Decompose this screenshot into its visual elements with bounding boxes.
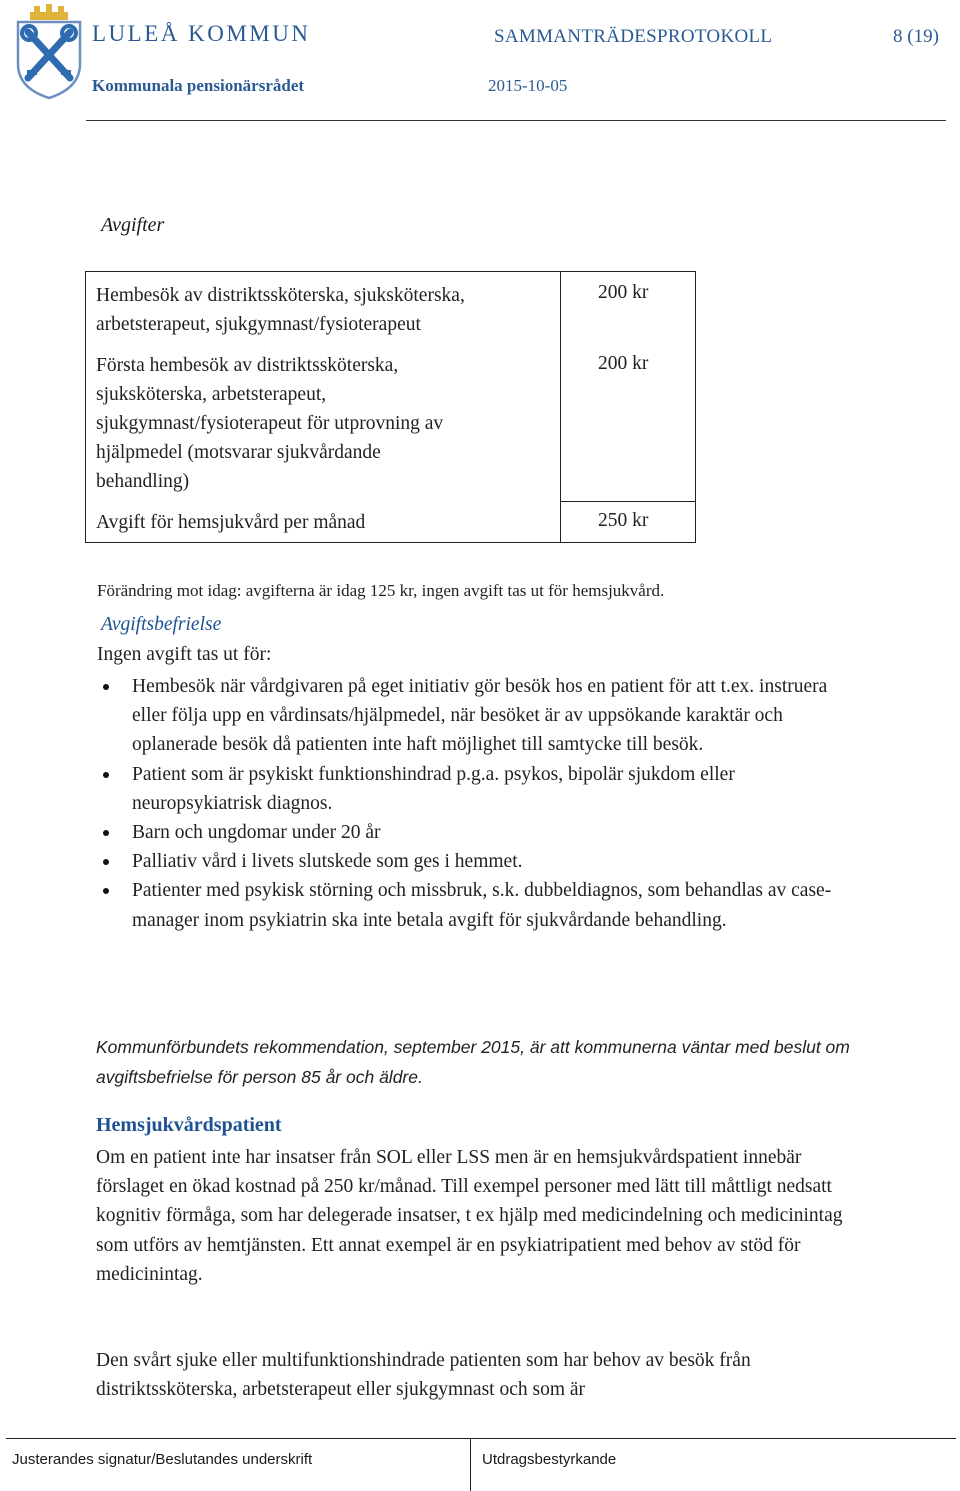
paragraph-hemsjukvard-2: Den svårt sjuke eller multifunktionshindrade patienten som har behov av besök från distriktssköterska, arbetsterapeut eller sjukgymnast och som är	[96, 1350, 751, 1401]
bullet-icon	[103, 772, 109, 778]
fee-description-home-visit: Hembesök av distriktssköterska, sjuksköterska, arbetsterapeut, sjukgymnast/fysioterapeut	[96, 285, 465, 335]
fee-price-first-visit: 200 kr	[598, 353, 649, 374]
footer-signature-label: Justerandes signatur/Beslutandes underskrift	[12, 1451, 313, 1468]
list-item: Barn och ungdomar under 20 år	[97, 818, 837, 847]
paragraph-hemsjukvard-1: Om en patient inte har insatser från SOL eller LSS men är en hemsjukvårdspatient innebär förslaget en ökad kostnad på 250 kr/månad. Till exempel personer med lätt till måttligt nedsatt kognitiv förmåga, som har delegerade insatser, t ex hjälp med medicindelning och medicinintag som utförs av hemtjänsten. Ett annat exempel är en psykiatripatient med behov av stöd för medicinintag.	[96, 1147, 843, 1285]
fee-description-monthly: Avgift för hemsjukvård per månad	[96, 512, 366, 533]
section-heading-avgiftsbefrielse: Avgiftsbefrielse	[101, 614, 222, 635]
meeting-date: 2015-10-05	[488, 76, 568, 95]
header-divider	[86, 120, 946, 121]
change-note: Förändring mot idag: avgifterna är idag 125 kr, ingen avgift tas ut för hemsjukvård.	[97, 581, 665, 600]
list-item: Patient som är psykiskt funktionshindrad p.g.a. psykos, bipolär sjukdom eller neuropsykiatrisk diagnos.	[97, 760, 837, 818]
fee-prices-cell	[561, 272, 696, 543]
bullet-icon	[103, 888, 109, 894]
exemption-intro: Ingen avgift tas ut för:	[97, 644, 272, 665]
fee-table	[85, 271, 696, 543]
fee-description-first-visit: Första hembesök av distriktssköterska, sjuksköterska, arbetsterapeut, sjukgymnast/fysioterapeut för utprovning av hjälpmedel (motsvarar sjukvårdande behandling)	[96, 355, 444, 492]
page-number: 8 (19)	[893, 26, 939, 47]
exemption-list	[97, 672, 837, 935]
list-item: Patienter med psykisk störning och missbruk, s.k. dubbeldiagnos, som behandlas av case-manager inom psykiatrin ska inte betala avgift för sjukvårdande behandling.	[97, 876, 837, 934]
list-item: Hembesök när vårdgivaren på eget initiativ gör besök hos en patient för att t.ex. instruera eller följa upp en vårdinsats/hjälpmedel, när besöket är av uppsökande karaktär och oplanerade besök då patienten inte haft möjlighet till samtycke till besök.	[97, 672, 837, 760]
organization-subunit: Kommunala pensionärsrådet	[92, 76, 305, 95]
section-heading-avgifter: Avgifter	[101, 214, 165, 236]
list-item: Palliativ vård i livets slutskede som ges i hemmet.	[97, 847, 837, 876]
municipality-coat-of-arms-logo	[14, 4, 84, 100]
fee-price-divider	[560, 501, 696, 502]
footer-divider	[6, 1438, 956, 1439]
bullet-icon	[103, 859, 109, 865]
fee-descriptions-cell	[86, 272, 561, 543]
organization-name: LULEÅ KOMMUN	[92, 21, 311, 46]
recommendation-note: Kommunförbundets rekommendation, september 2015, är att kommunerna väntar med beslut om avgiftsbefrielse för person 85 år och äldre.	[96, 1037, 850, 1087]
fee-price-home-visit: 200 kr	[598, 282, 649, 303]
document-type: SAMMANTRÄDESPROTOKOLL	[494, 26, 773, 47]
fee-price-monthly: 250 kr	[598, 510, 649, 531]
footer-column-divider	[470, 1438, 471, 1491]
bullet-icon	[103, 684, 109, 690]
section-heading-hemsjukvardspatient: Hemsjukvårdspatient	[96, 1114, 282, 1136]
footer-certification-label: Utdragsbestyrkande	[482, 1451, 617, 1468]
bullet-icon	[103, 830, 109, 836]
